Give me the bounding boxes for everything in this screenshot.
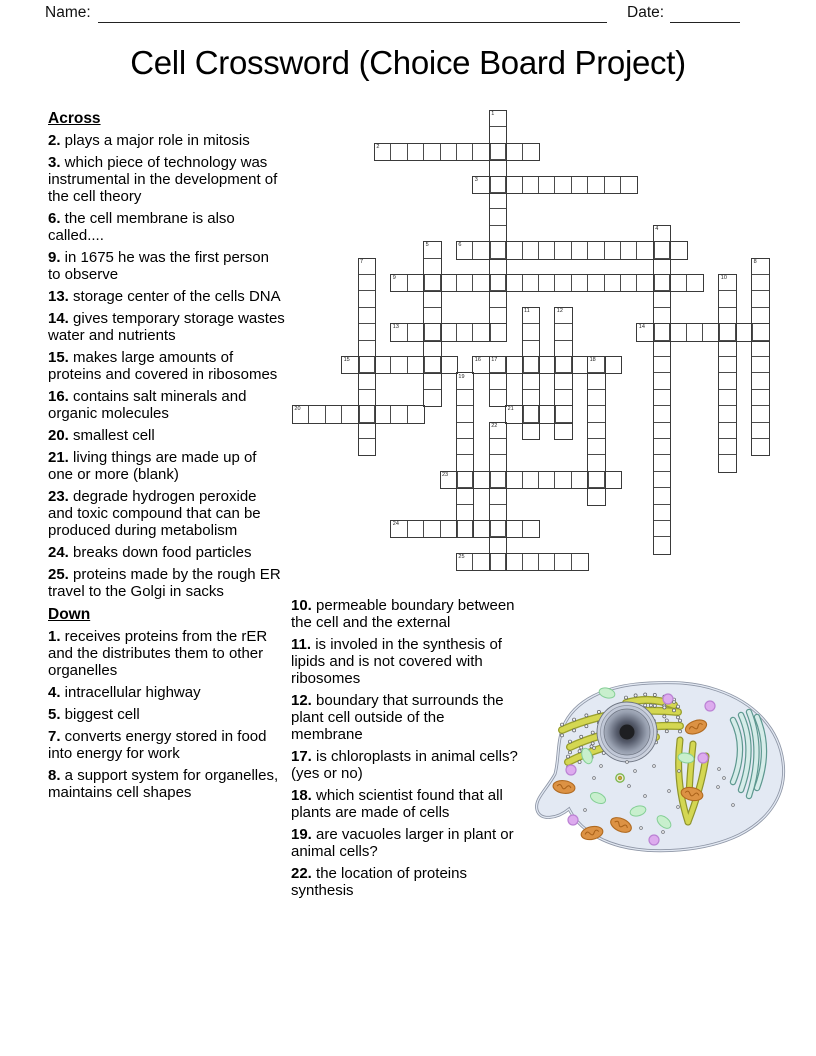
clue-13: 13. storage center of the cells DNA (48, 288, 281, 305)
clue-number-label: 14 (638, 324, 645, 331)
crossword-cell[interactable] (653, 536, 671, 554)
vesicle-icon (663, 694, 673, 704)
clues-right-column (291, 597, 518, 904)
crossword-cell[interactable] (554, 422, 572, 440)
clue-number-label: 3 (474, 176, 478, 183)
clue-17: 17. is chloroplasts in animal cells? (yes or no) (291, 748, 518, 782)
clue-14: 14. gives temporary storage wastes water and nutrients (48, 310, 285, 344)
crossword-cell[interactable] (522, 422, 540, 440)
clue-18: 18. which scientist found that all plants are made of cells (291, 787, 503, 821)
clue-7: 7. converts energy stored in food into energy for work (48, 728, 267, 762)
clue-9: 9. in 1675 he was the first person to observe (48, 249, 269, 283)
clue-number-label: 9 (392, 275, 396, 282)
down-clue-list-right (291, 597, 518, 899)
clue-number-label: 16 (474, 357, 481, 364)
page-title: Cell Crossword (Choice Board Project) (130, 44, 686, 81)
clue-1: 1. receives proteins from the rER and the distributes them to other organelles (48, 628, 268, 679)
clue-number-label: 2 (376, 144, 380, 150)
clue-4: 4. intracellular highway (48, 684, 201, 701)
clue-number-label: 8 (753, 258, 757, 265)
vesicle-icon (649, 835, 659, 845)
vesicle-icon (705, 701, 715, 711)
crossword-cell[interactable] (587, 487, 605, 505)
animal-cell-diagram (528, 670, 810, 870)
clue-number-label: 5 (425, 242, 429, 249)
crossword-cell[interactable] (472, 241, 490, 259)
clue-number-label: 17 (491, 357, 498, 364)
crossword-cell[interactable] (407, 356, 425, 374)
clue-19: 19. are vacuoles larger in plant or animal cells? (291, 826, 514, 860)
clue-12: 12. boundary that surrounds the plant cell outside of the membrane (291, 692, 504, 743)
clue-number-label: 19 (458, 373, 465, 380)
clue-3: 3. which piece of technology was instrumental in the development of the cell theory (48, 154, 278, 205)
clue-11: 11. is involed in the synthesis of lipids and is not covered with ribosomes (291, 636, 502, 687)
crossword-cell[interactable] (505, 356, 523, 374)
clue-number-label: 15 (343, 357, 350, 364)
crossword-cell[interactable] (538, 356, 556, 374)
crossword-cell[interactable] (538, 405, 556, 423)
crossword-cell[interactable] (669, 241, 687, 259)
clue-2: 2. plays a major role in mitosis (48, 132, 250, 149)
clue-20: 20. smallest cell (48, 427, 155, 444)
crossword-cell[interactable] (604, 471, 622, 489)
crossword-cell[interactable] (407, 323, 425, 341)
nucleus (597, 702, 657, 762)
vesicle-icon (568, 815, 578, 825)
clue-number-label: 21 (507, 406, 514, 413)
crossword-cell[interactable] (472, 274, 490, 292)
clue-25: 25. proteins made by the rough ER travel to the Golgi in sacks (48, 566, 281, 600)
crossword-cell[interactable] (407, 405, 425, 423)
crossword-cell[interactable] (440, 520, 458, 538)
crossword-cell[interactable] (571, 553, 589, 571)
clue-16: 16. contains salt minerals and organic molecules (48, 388, 247, 422)
crossword-cell[interactable] (358, 438, 376, 456)
crossword-cell[interactable] (522, 143, 540, 161)
clue-24: 24. breaks down food particles (48, 544, 252, 561)
centriole (616, 774, 624, 782)
clue-number-label: 24 (392, 521, 399, 528)
clues-left-column (48, 110, 285, 806)
crossword-cell[interactable] (472, 553, 490, 571)
crossword-cell[interactable] (604, 356, 622, 374)
vesicle-icon (566, 765, 576, 775)
clue-8: 8. a support system for organelles, maintains cell shapes (48, 767, 279, 801)
crossword-cell[interactable] (735, 323, 753, 341)
down-clue-list-left (48, 628, 285, 801)
crossword-cell[interactable] (489, 323, 507, 341)
crossword-grid (292, 110, 772, 573)
crossword-cell[interactable] (472, 520, 490, 538)
clue-number-label: 20 (294, 406, 301, 413)
clue-15: 15. makes large amounts of proteins and covered in ribosomes (48, 349, 278, 383)
crossword-cell[interactable] (407, 274, 425, 292)
crossword-cell[interactable] (702, 323, 720, 341)
name-label: Name: (45, 4, 91, 21)
clue-number-label: 18 (589, 357, 596, 364)
clue-number-label: 7 (360, 258, 364, 265)
crossword-cell[interactable] (472, 323, 490, 341)
crossword-cell[interactable] (636, 241, 654, 259)
crossword-cell[interactable] (620, 176, 638, 194)
crossword-cell[interactable] (423, 389, 441, 407)
crossword-cell[interactable] (571, 471, 589, 489)
clue-21: 21. living things are made up of one or more (blank) (48, 449, 257, 483)
clue-number-label: 1 (491, 111, 495, 118)
clue-6: 6. the cell membrane is also called.... (48, 210, 235, 244)
clue-number-label: 25 (458, 554, 465, 560)
clue-number-label: 6 (458, 242, 462, 249)
clue-number-label: 22 (491, 422, 498, 429)
crossword-cell[interactable] (718, 454, 736, 472)
crossword-cell[interactable] (472, 471, 490, 489)
clue-number-label: 13 (392, 324, 399, 331)
crossword-cell[interactable] (686, 274, 704, 292)
clue-number-label: 10 (720, 275, 727, 282)
date-label: Date: (627, 4, 665, 21)
down-heading: Down (48, 606, 91, 623)
across-clue-list (48, 132, 285, 600)
crossword-cell[interactable] (341, 405, 359, 423)
nucleolus (620, 725, 635, 740)
clue-number-label: 11 (524, 308, 530, 314)
clue-23: 23. degrade hydrogen peroxide and toxic compound that can be produced during metabolism (48, 488, 261, 539)
crossword-cell[interactable] (636, 274, 654, 292)
clue-number-label: 23 (442, 472, 449, 478)
crossword-cell[interactable] (522, 520, 540, 538)
clue-number-label: 4 (655, 226, 659, 232)
clue-10: 10. permeable boundary between the cell and the external (291, 597, 515, 631)
crossword-cell[interactable] (751, 438, 769, 456)
clue-22: 22. the location of proteins synthesis (291, 865, 467, 899)
date-fill-line[interactable] (670, 1, 740, 23)
across-heading: Across (48, 110, 101, 127)
name-fill-line[interactable] (98, 1, 607, 23)
crossword-cell[interactable] (472, 143, 490, 161)
clue-5: 5. biggest cell (48, 706, 140, 723)
vesicle-icon (698, 753, 708, 763)
clue-number-label: 12 (556, 308, 563, 314)
